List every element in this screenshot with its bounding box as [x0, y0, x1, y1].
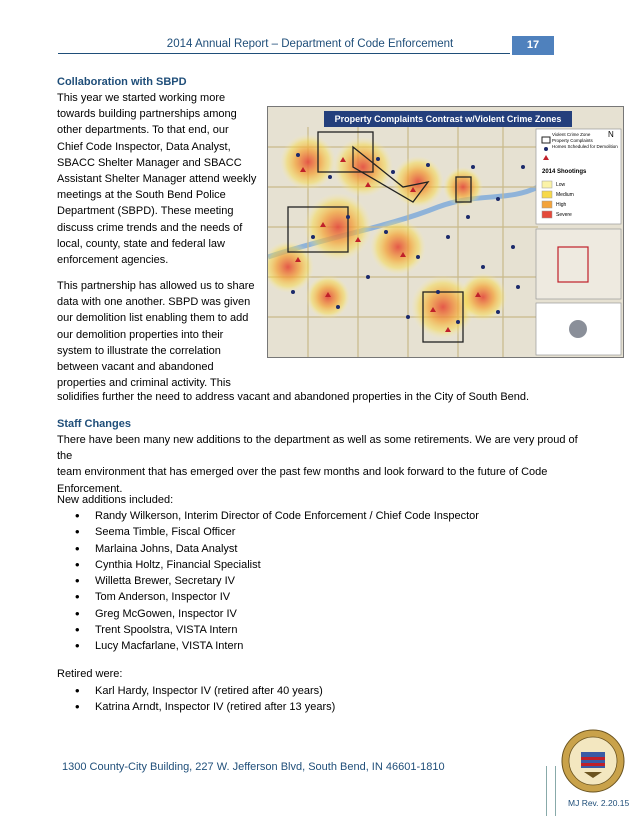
page-number: 17: [512, 36, 554, 55]
text-line: other departments. To that end, our: [57, 124, 229, 137]
legend-level: Severe: [556, 212, 572, 218]
text-line: between vacant and abandoned: [57, 361, 214, 374]
text-line: SBACC Shelter Manager and SBACC: [57, 156, 242, 169]
text-line: Assistant Shelter Manager attend weekly: [57, 173, 257, 186]
text-line: discuss crime trends and the needs of: [57, 221, 243, 234]
text-line: This partnership has allowed us to share: [57, 280, 255, 292]
text-line: properties and criminal activity. This: [57, 377, 231, 390]
legend-level: Medium: [556, 192, 574, 198]
list-item: • Cynthia Holtz, Financial Specialist: [75, 557, 479, 573]
text-line: towards building partnerships among: [57, 108, 237, 121]
collab-paragraph-2-end: solidifies further the need to address vacant and abandoned properties in the City of South Bend.: [57, 391, 530, 403]
footer-divider: [546, 766, 556, 816]
new-additions-list: [75, 508, 479, 655]
collab-heading: Collaboration with SBPD: [57, 76, 187, 88]
shootings-legend: [556, 180, 574, 220]
text-line: data with one another. SBPD was given: [57, 296, 251, 309]
text-line: Enforcement.: [57, 482, 123, 495]
shootings-legend-title: 2014 Shootings: [542, 169, 587, 175]
list-item: • Marlaina Johns, Data Analyst: [75, 541, 479, 557]
text-line: meetings at the South Bend Police: [57, 189, 226, 202]
text-line: enforcement agencies.: [57, 254, 169, 267]
retired-list: [75, 683, 335, 716]
text-line: Chief Code Inspector, Data Analyst,: [57, 140, 231, 153]
list-item: • Willetta Brewer, Secretary IV: [75, 573, 479, 589]
text-line: local, county, state and federal law: [57, 237, 225, 250]
legend-level: Low: [556, 182, 566, 188]
legend-level: High: [556, 202, 567, 208]
list-item: • Trent Spoolstra, VISTA Intern: [75, 622, 479, 638]
text-line: This year we started working more: [57, 92, 226, 104]
text-line: Department (SBPD). These meeting: [57, 205, 234, 218]
text-line: team environment that has emerged over the past few months and look forward to the future of Code: [57, 466, 548, 479]
city-seal-logo: [560, 728, 626, 794]
header-rule: [58, 53, 510, 54]
list-item: • Greg McGowen, Inspector IV: [75, 606, 479, 622]
legend-label: Homes Scheduled for Demolition: [552, 144, 618, 149]
list-item: • Katrina Arndt, Inspector IV (retired after 13 years): [75, 699, 335, 715]
new-additions-label: New additions included:: [57, 494, 174, 506]
map-title: Property Complaints Contrast w/Violent Crime Zones: [324, 111, 572, 127]
list-item: • Lucy Macfarlane, VISTA Intern: [75, 638, 479, 654]
collab-paragraph-1: [57, 90, 267, 268]
text-line: There have been many new additions to the department as well as some retirements. We are very proud of the: [57, 434, 578, 463]
text-line: system to illustrate the correlation: [57, 344, 221, 357]
legend-label: Violent Crime Zone: [552, 132, 591, 137]
list-item: • Karl Hardy, Inspector IV (retired after 40 years): [75, 683, 335, 699]
staff-heading: Staff Changes: [57, 418, 131, 430]
list-item: • Seema Timble, Fiscal Officer: [75, 524, 479, 540]
legend-complaint-swatch: [544, 147, 548, 151]
north-arrow-icon: N: [608, 130, 614, 139]
footer-address: 1300 County-City Building, 227 W. Jefferson Blvd, South Bend, IN 46601-1810: [62, 761, 445, 773]
retired-label: Retired were:: [57, 668, 123, 680]
map-legend: [552, 132, 622, 150]
staff-intro: [57, 432, 592, 497]
text-line: our demolition properties into their: [57, 328, 224, 341]
revision-note: MJ Rev. 2.20.15: [568, 798, 630, 808]
crime-zone-map: [267, 106, 624, 358]
text-line: our demolition list enabling them to add: [57, 312, 249, 325]
collab-paragraph-2: [57, 278, 267, 391]
list-item: • Tom Anderson, Inspector IV: [75, 589, 479, 605]
report-header-title: 2014 Annual Report – Department of Code Enforcement: [166, 38, 454, 50]
legend-label: Property Complaints: [552, 138, 593, 143]
list-item: • Randy Wilkerson, Interim Director of Code Enforcement / Chief Code Inspector: [75, 508, 479, 524]
